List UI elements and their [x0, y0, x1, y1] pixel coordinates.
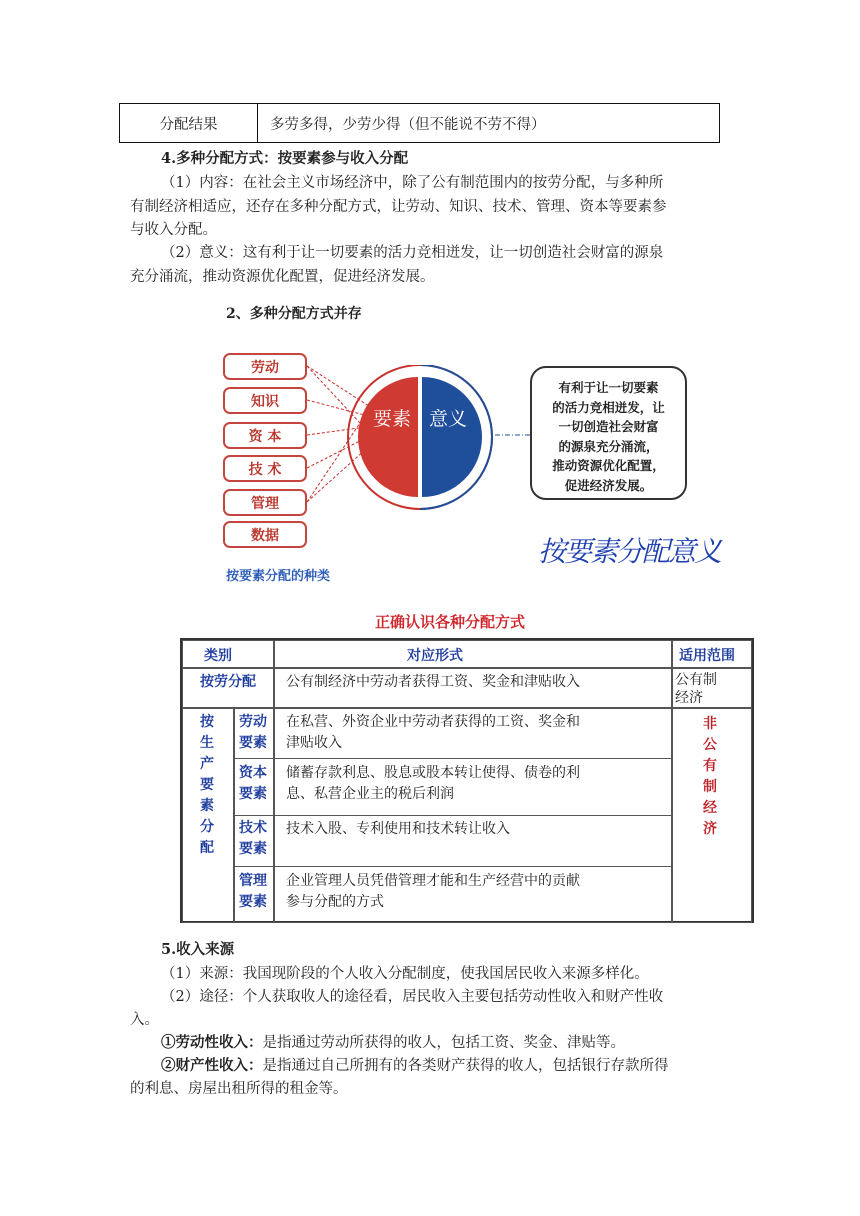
circle-meaning-label: 意义	[428, 408, 467, 430]
section5-path-line2: 入。	[130, 1012, 159, 1028]
factor-row-capital-label: 资本 要素	[239, 765, 267, 802]
row-divider	[234, 815, 274, 816]
meaning-line: 的源泉充分涌流，	[558, 438, 659, 454]
diagram-caption: 按要素分配的种类	[226, 569, 331, 584]
header-category: 类别	[204, 648, 232, 664]
nonpublic-scope: 非 公 有 制 经 济	[703, 716, 717, 837]
labor-dist-scope: 公有制 经济	[675, 672, 717, 706]
row-divider	[234, 758, 274, 759]
factor-group-label: 按 生 产 要 素 分 配	[200, 714, 214, 856]
factor-meaning-circle	[340, 365, 500, 515]
meaning-line: 一切创造社会财富	[558, 419, 659, 434]
section5-heading: 5.收入来源	[161, 941, 235, 958]
factor-knowledge: 知识	[223, 387, 307, 414]
factor-row-capital-form: 储蓄存款利息、股息或股本转让使得、债卷的利 息、私营企业主的税后利润	[286, 765, 580, 802]
distribution-table	[180, 638, 754, 923]
section4-meaning-line2: 充分涌流，推动资源优化配置，促进经济发展。	[130, 269, 435, 285]
result-table	[119, 103, 720, 143]
factor-technology: 技 术	[223, 455, 307, 482]
property-income-label: ②财产性收入：	[161, 1057, 263, 1074]
factor-row-technology-label: 技术 要素	[239, 820, 267, 857]
section4-meaning-line1: （2）意义：这有利于让一切要素的活力竞相迸发，让一切创造社会财富的源泉	[161, 245, 664, 261]
labor-income-label: ①劳动性收入：	[161, 1034, 263, 1051]
section4-heading: 4.多种分配方式：按要素参与收入分配	[161, 150, 409, 167]
handwritten-note: 按要素分配意义	[538, 535, 721, 568]
row-divider	[274, 866, 672, 867]
factor-row-labor-label: 劳动 要素	[239, 714, 267, 751]
factor-labor: 劳动	[223, 353, 307, 380]
factor-row-management-label: 管理 要素	[239, 873, 267, 910]
property-income-cont: 的利息、房屋出租所得的租金等。	[130, 1081, 348, 1097]
section5-source: （1）来源：我国现阶段的个人收入分配制度，使我国居民收入来源多样化。	[161, 966, 649, 982]
header-cell	[274, 640, 672, 668]
factor-row-management-form: 企业管理人员凭借管理才能和生产经营中的贡献 参与分配的方式	[286, 873, 580, 910]
circle-factor-label: 要素	[372, 408, 411, 430]
result-label: 分配结果	[120, 104, 258, 142]
labor-dist-form: 公有制经济中劳动者获得工资、奖金和津贴收入	[286, 674, 580, 690]
diagram-title: 2、多种分配方式并存	[226, 306, 362, 322]
labor-dist-label: 按劳分配	[200, 674, 256, 690]
row-divider	[234, 866, 274, 867]
section4-content-line3: 与收入分配。	[130, 222, 217, 238]
property-income-line	[161, 1055, 669, 1077]
header-scope: 适用范围	[679, 648, 735, 664]
labor-income-line	[161, 1032, 625, 1054]
property-income-text: 是指通过自己所拥有的各类财产获得的收人，包括银行存款所得	[262, 1058, 669, 1074]
meaning-line: 的活力竞相迸发，让	[552, 399, 665, 415]
factor-data: 数据	[223, 521, 307, 548]
row-divider	[274, 758, 672, 759]
meaning-line: 有利于让一切要素	[558, 380, 659, 395]
factor-row-labor-form: 在私营、外资企业中劳动者获得的工资、奖金和 津贴收入	[286, 714, 580, 751]
labor-income-text: 是指通过劳动所获得的收人，包括工资、奖金、津贴等。	[262, 1035, 625, 1051]
section4-content-line1: （1）内容：在社会主义市场经济中，除了公有制范围内的按劳分配，与多种所	[161, 175, 664, 191]
meaning-line: 推动资源优化配置，	[552, 458, 665, 473]
table2-title: 正确认识各种分配方式	[375, 613, 526, 631]
factor-row-technology-form: 技术入股、专利使用和技术转让收入	[286, 821, 510, 837]
header-form: 对应形式	[407, 648, 463, 664]
meaning-box	[530, 366, 687, 500]
section4-content-line2: 有制经济相适应，还存在多种分配方式，让劳动、知识、技术、管理、资本等要素参	[130, 199, 667, 215]
factor-capital: 资 本	[223, 422, 307, 449]
meaning-line: 促进经济发展。	[564, 477, 653, 493]
section5-path-line1: （2）途径：个人获取收人的途径看，居民收入主要包括劳动性收入和财产性收	[161, 989, 664, 1005]
result-value: 多劳多得，少劳少得（但不能说不劳不得）	[270, 116, 546, 133]
factor-management: 管理	[223, 489, 307, 516]
row-divider	[274, 815, 672, 816]
